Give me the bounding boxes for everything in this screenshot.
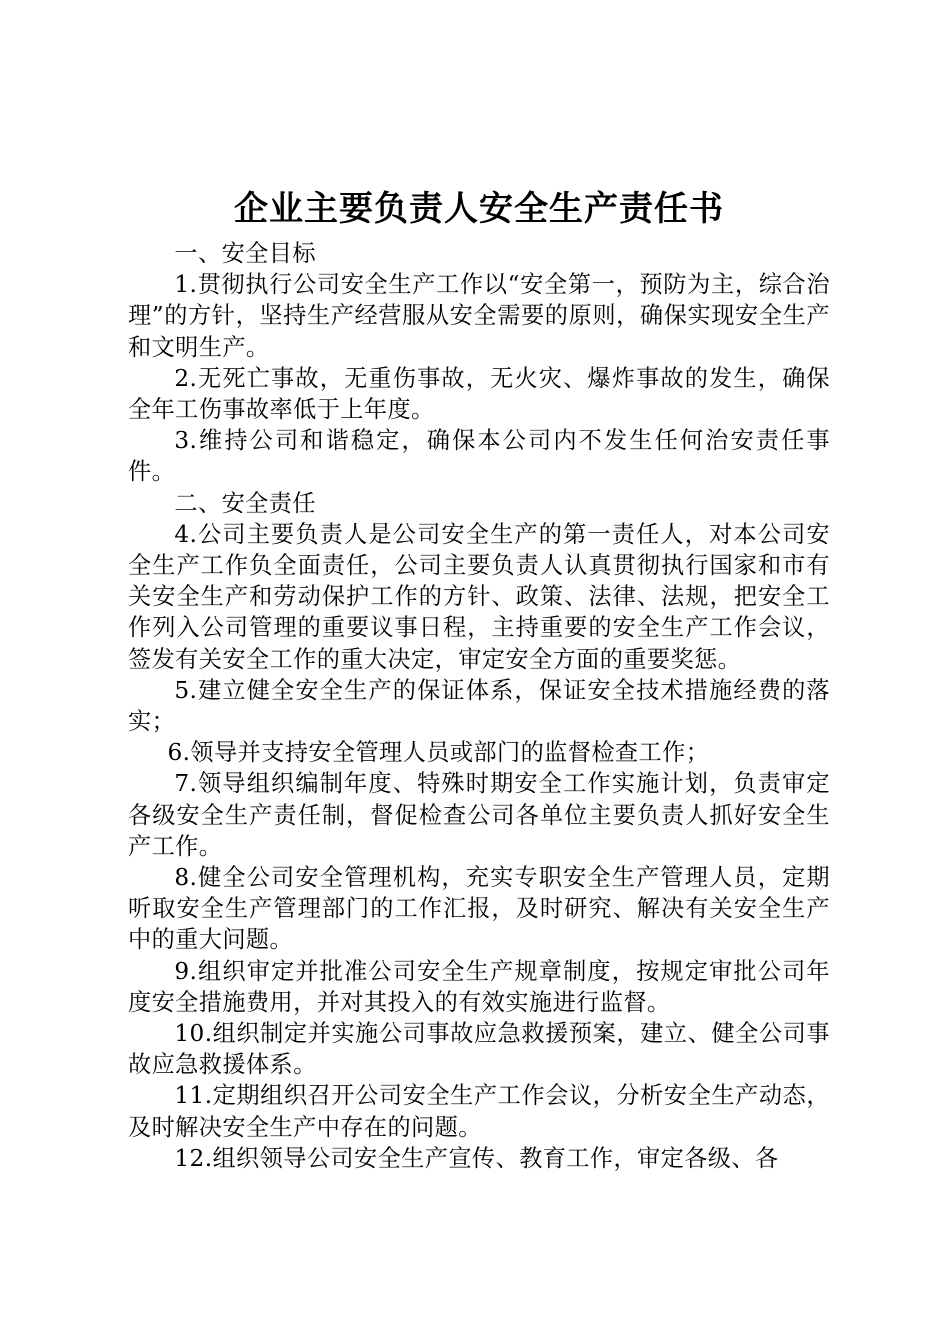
section-heading-safety-responsibility: 二、安全责任 (174, 489, 316, 517)
paragraph-item-4: 4.公司主要负责人是公司安全生产的第一责任人，对本公司安全生产工作负全面责任，公司主要负责人认真贯彻执行国家和市有关安全生产和劳动保护工作的方针、政策、法律、法规，把安全工作列入公司管理的重要议事日程，主持重要的安全生产工作会议，签发有关安全工作的重大决定，审定安全方面的重要奖惩。 (128, 520, 830, 673)
section-heading-safety-goals: 一、安全目标 (174, 240, 316, 267)
paragraph-item-6: 6.领导并支持安全管理人员或部门的监督检查工作； (167, 739, 710, 767)
paragraph-item-10: 10.组织制定并实施公司事故应急救援预案，建立、健全公司事故应急救援体系。 (128, 1020, 830, 1079)
paragraph-item-3: 3.维持公司和谐稳定，确保本公司内不发生任何治安责任事件。 (128, 427, 830, 486)
paragraph-item-1: 1.贯彻执行公司安全生产工作以“安全第一，预防为主，综合治理”的方针，坚持生产经营服从安全需要的原则，确保实现安全生产和文明生产。 (128, 271, 830, 361)
document-page (128, 182, 830, 1174)
paragraph-item-11: 11.定期组织召开公司安全生产工作会议，分析安全生产动态，及时解决安全生产中存在的问题。 (128, 1082, 830, 1141)
paragraph-item-12: 12.组织领导公司安全生产宣传、教育工作，审定各级、各 (174, 1144, 779, 1172)
paragraph-item-8: 8.健全公司安全管理机构，充实专职安全生产管理人员，定期听取安全生产管理部门的工作汇报，及时研究、解决有关安全生产中的重大问题。 (128, 864, 830, 954)
document-title: 企业主要负责人安全生产责任书 (234, 189, 724, 229)
paragraph-item-7: 7.领导组织编制年度、特殊时期安全工作实施计划，负责审定各级安全生产责任制，督促检查公司各单位主要负责人抓好安全生产工作。 (128, 770, 830, 860)
paragraph-item-2: 2.无死亡事故，无重伤事故，无火灾、爆炸事故的发生，确保全年工伤事故率低于上年度。 (128, 364, 830, 424)
paragraph-item-5: 5.建立健全安全生产的保证体系，保证安全技术措施经费的落实； (128, 676, 830, 736)
paragraph-item-9: 9.组织审定并批准公司安全生产规章制度，按规定审批公司年度安全措施费用，并对其投入的有效实施进行监督。 (128, 957, 830, 1016)
